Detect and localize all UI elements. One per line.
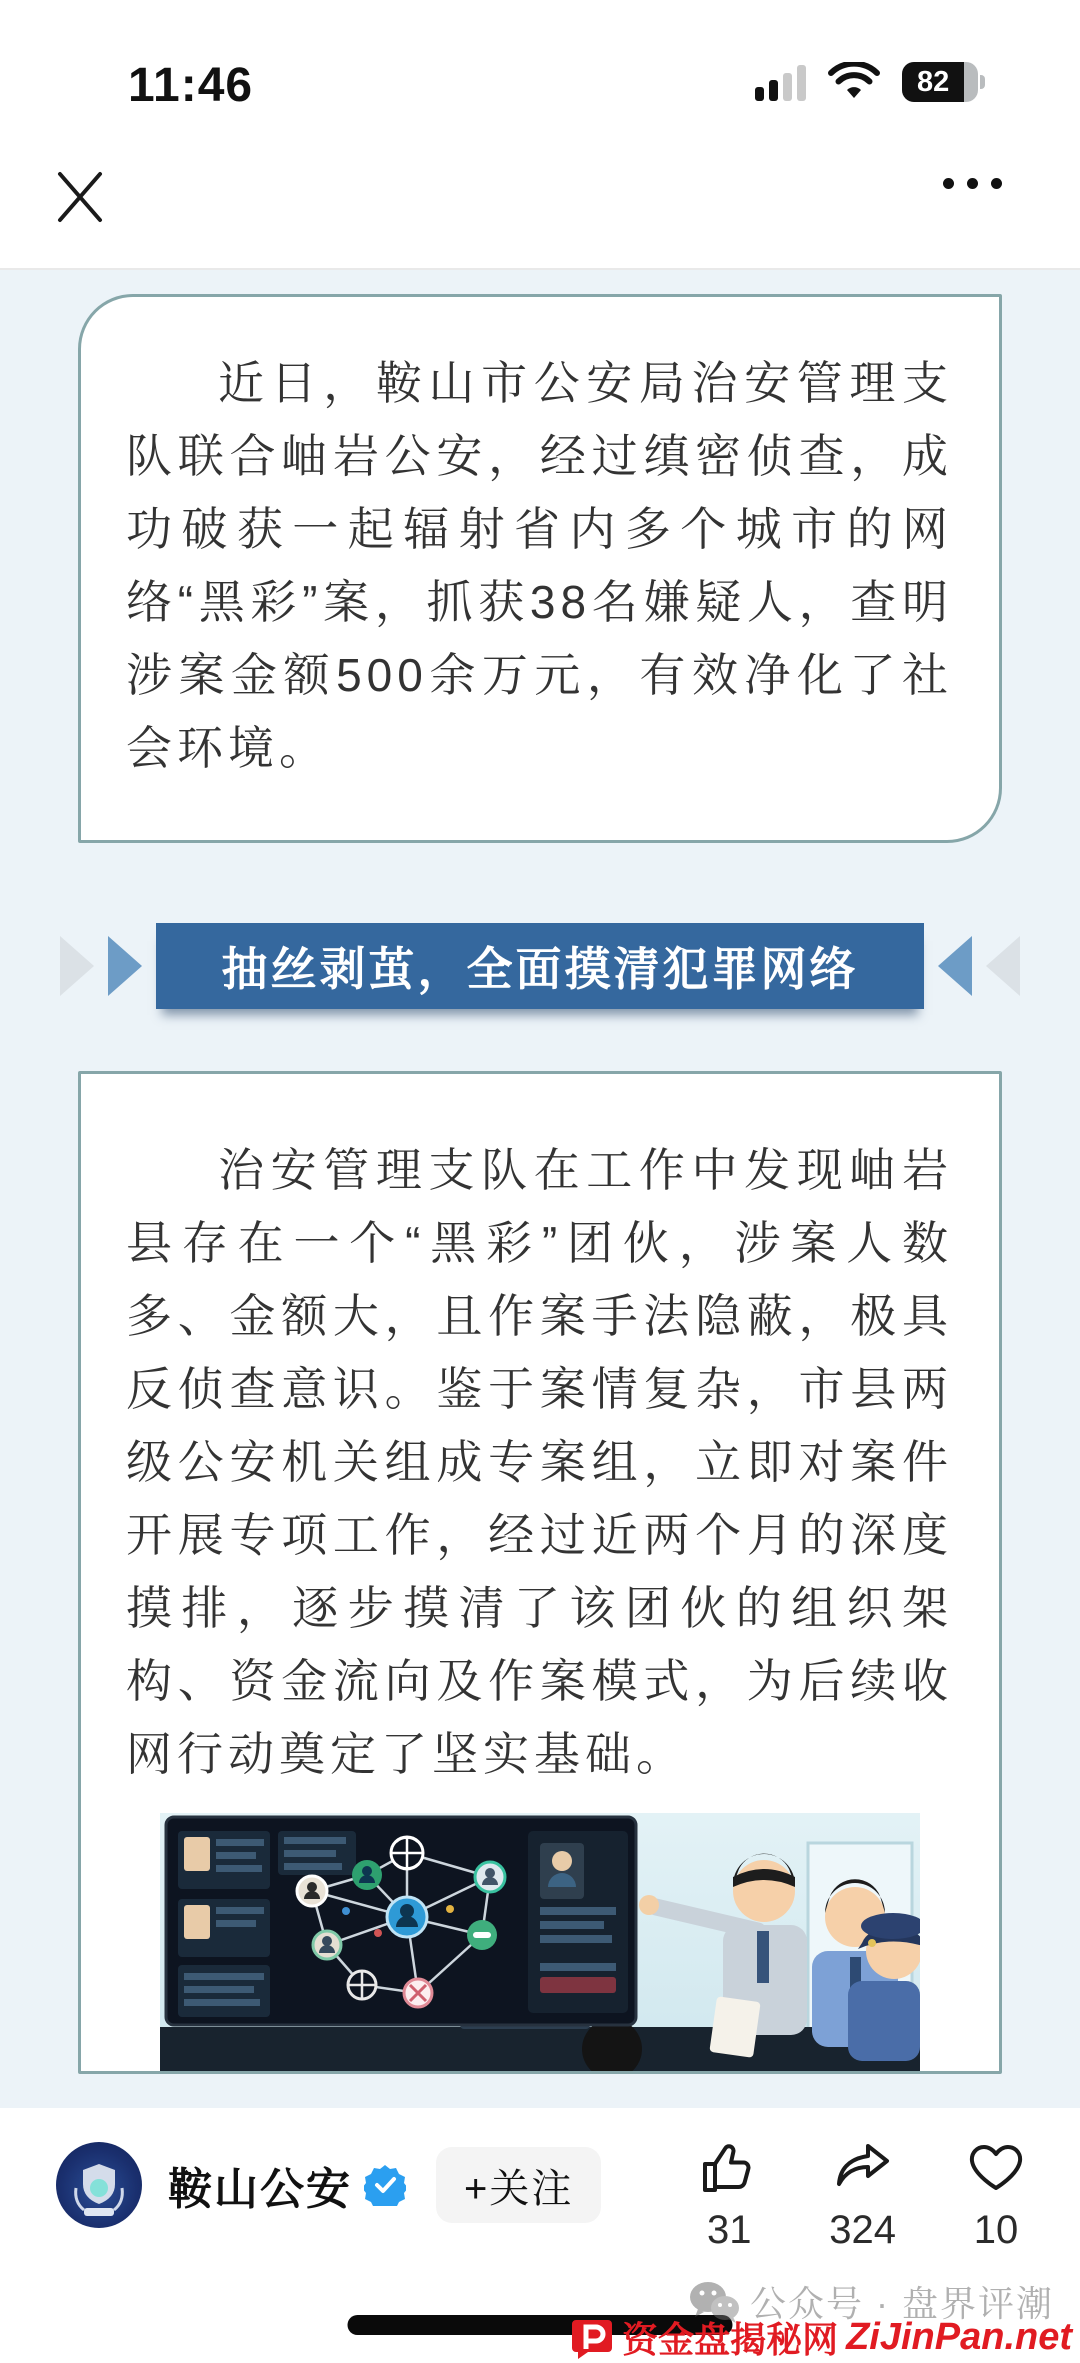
battery-icon	[902, 62, 985, 102]
heart-icon	[968, 2142, 1024, 2194]
wifi-icon	[828, 62, 880, 102]
more-options-icon[interactable]	[943, 178, 1002, 189]
heart-count: 10	[973, 2208, 1019, 2252]
battery-percent: 82	[902, 62, 964, 102]
paragraph-1: 近日，鞍山市公安局治安管理支队联合岫岩公安，经过缜密侦查，成功破获一起辐射省内多个城市的网络“黑彩”案，抓获38名嫌疑人，查明涉案金额500余万元，有效净化了社会环境。	[126, 357, 953, 774]
zijinpan-logo-icon	[570, 2316, 614, 2360]
share-button[interactable]	[829, 2142, 896, 2253]
follow-button[interactable]: +关注	[436, 2147, 601, 2223]
status-bar	[0, 0, 1080, 150]
thumbs-up-icon	[701, 2142, 757, 2194]
chevron-left-icon	[938, 936, 972, 996]
section-banner-row	[0, 923, 1080, 1009]
account-avatar[interactable]	[56, 2142, 142, 2228]
chevron-right-icon	[60, 936, 94, 996]
detail-text-box	[78, 1071, 1002, 2074]
like-button[interactable]	[701, 2142, 757, 2253]
chevron-left-icon	[986, 936, 1020, 996]
police-network-analysis-illustration	[160, 1813, 920, 2071]
article-body[interactable]	[0, 270, 1080, 2108]
chevron-right-icon	[108, 936, 142, 996]
site-watermark	[570, 2312, 1072, 2363]
close-icon[interactable]	[52, 168, 108, 224]
status-icons	[755, 62, 985, 102]
section-title-banner: 抽丝剥茧，全面摸清犯罪网络	[156, 923, 924, 1009]
intro-text-box	[78, 294, 1002, 843]
like-count: 31	[707, 2208, 752, 2252]
site-watermark-cn: 资金盘揭秘网	[622, 2319, 839, 2360]
account-row	[168, 2142, 406, 2228]
article-header	[0, 150, 1080, 270]
share-arrow-icon	[835, 2142, 891, 2194]
account-name[interactable]: 鞍山公安	[168, 2165, 352, 2214]
cellular-signal-icon	[755, 63, 806, 101]
heart-button[interactable]	[968, 2142, 1024, 2253]
clock: 11:46	[128, 59, 254, 112]
wechat-watermark-text: 公众号 · 盘界评潮	[750, 2283, 1054, 2324]
police-badge-logo-icon	[56, 2142, 142, 2228]
engagement-stats	[701, 2142, 1024, 2253]
verified-badge-icon	[364, 2164, 406, 2206]
bottom-action-bar	[0, 2108, 1080, 2360]
share-count: 324	[829, 2208, 896, 2252]
site-watermark-latin: ZiJinPan.net	[846, 2316, 1072, 2358]
paragraph-2: 治安管理支队在工作中发现岫岩县存在一个“黑彩”团伙，涉案人数多、金额大，且作案手法隐蔽，极具反侦查意识。鉴于案情复杂，市县两级公安机关组成专案组，立即对案件开展专项工作，经过近两个月的深度摸排，逐步摸清了该团伙的组织架构、资金流向及作案模式，为后续收网行动奠定了坚实基础。	[126, 1144, 953, 1780]
